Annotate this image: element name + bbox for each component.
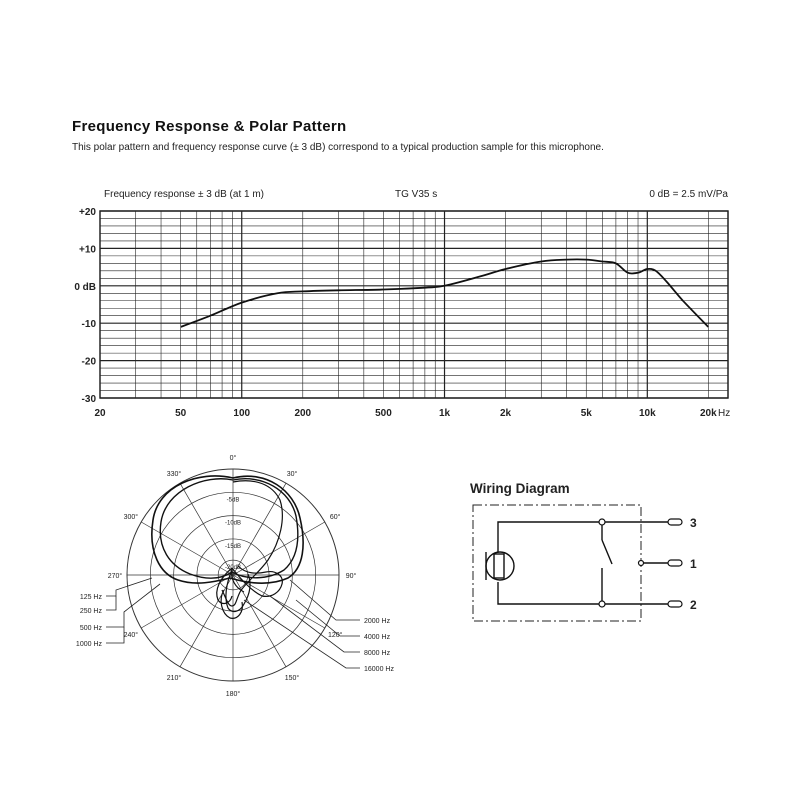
polar-angle-label: 240° bbox=[123, 632, 139, 639]
polar-ring-label: -15dB bbox=[224, 543, 242, 550]
freq-x-tick-label: 100 bbox=[233, 408, 251, 419]
polar-legend-left-label: 125 Hz bbox=[79, 594, 102, 601]
freq-x-tick-label: 5k bbox=[580, 408, 592, 419]
freq-y-tick-label: -20 bbox=[81, 356, 96, 368]
polar-angle-label: 270° bbox=[107, 573, 123, 580]
freq-x-unit: Hz bbox=[718, 408, 731, 419]
section-title-text: Frequency Response & Polar Pattern bbox=[72, 118, 347, 135]
section-subtitle: This polar pattern and frequency response curve (± 3 dB) correspond to a typical production sample for this microphone. bbox=[72, 142, 604, 153]
freq-y-tick-label: +20 bbox=[79, 207, 96, 218]
freq-x-tick-label: 20 bbox=[94, 408, 106, 419]
polar-angle-label: 90° bbox=[345, 573, 357, 580]
wiring-pin-3: 3 bbox=[690, 516, 697, 530]
polar-legend-left-label: 250 Hz bbox=[79, 608, 102, 615]
polar-angle-label: 150° bbox=[284, 675, 300, 683]
polar-legend-left-label: 500 Hz bbox=[79, 625, 102, 632]
polar-angle-label: 120° bbox=[327, 632, 343, 639]
freq-y-tick-label: 0 dB bbox=[74, 281, 96, 293]
wiring-title: Wiring Diagram bbox=[470, 481, 570, 496]
freq-y-tick-label: -10 bbox=[81, 319, 96, 331]
polar-legend-right-label: 8000 Hz bbox=[364, 650, 391, 657]
freq-x-tick-label: 20k bbox=[700, 408, 717, 419]
polar-ring-label: -20dB bbox=[224, 565, 242, 572]
wiring-pin-1: 1 bbox=[690, 557, 697, 571]
polar-ring-label: -5dB bbox=[226, 497, 240, 504]
freq-x-tick-label: 500 bbox=[375, 408, 392, 419]
freq-x-tick-label: 10k bbox=[638, 408, 656, 419]
polar-angle-label: 180° bbox=[225, 691, 241, 698]
polar-ring-label: -10dB bbox=[224, 520, 242, 527]
freq-x-tick-label: 200 bbox=[294, 408, 312, 419]
polar-angle-label: 330° bbox=[166, 470, 182, 478]
freq-header-right: 0 dB = 2.5 mV/Pa bbox=[649, 189, 728, 200]
polar-legend-right-label: 16000 Hz bbox=[364, 666, 394, 673]
freq-y-tick-label: +10 bbox=[79, 244, 96, 256]
freq-x-tick-label: 2k bbox=[500, 408, 512, 419]
polar-angle-label: 30° bbox=[286, 470, 298, 478]
polar-angle-label: 0° bbox=[229, 455, 237, 462]
polar-legend-right-label: 4000 Hz bbox=[364, 634, 391, 641]
freq-header-center: TG V35 s bbox=[395, 189, 438, 200]
freq-x-tick-label: 1k bbox=[438, 408, 451, 419]
polar-legend-right-label: 2000 Hz bbox=[364, 618, 391, 625]
freq-y-tick-label: -30 bbox=[81, 394, 96, 405]
wiring-pin-2: 2 bbox=[690, 598, 697, 612]
polar-angle-label: 60° bbox=[329, 514, 341, 521]
polar-angle-label: 210° bbox=[166, 675, 182, 683]
polar-legend-left-label: 1000 Hz bbox=[75, 641, 102, 648]
freq-header-left: Frequency response ± 3 dB (at 1 m) bbox=[104, 189, 265, 200]
freq-x-tick-label: 50 bbox=[175, 408, 187, 419]
polar-angle-label: 300° bbox=[123, 514, 139, 521]
wiring-nodes bbox=[599, 519, 644, 607]
wiring-pin-ends bbox=[668, 519, 682, 607]
